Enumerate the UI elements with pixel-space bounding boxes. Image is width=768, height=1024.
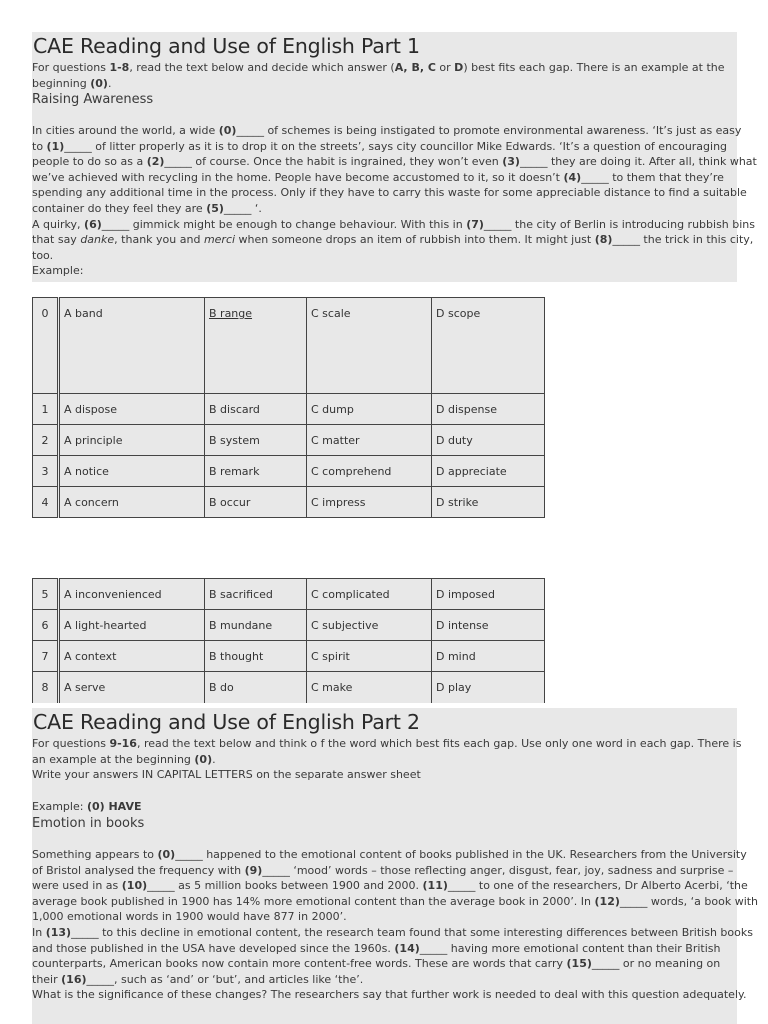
option-b: B remark [205, 456, 307, 487]
question-row [33, 487, 545, 518]
option-c: C spirit [307, 641, 432, 672]
question-row [33, 579, 545, 610]
text-line: spending any additional time in the process. Only if they have to carry this waste for some appreciable distance to find a suitable [32, 186, 747, 200]
question-number: 1 [33, 394, 59, 425]
text-line: Something appears to (0)_____ happened to the emotional content of books published in the UK. Researchers from the University [32, 848, 747, 861]
part2-example: Example: (0) HAVE [32, 800, 142, 813]
question-row [33, 672, 545, 703]
text-line: and those published in the USA have developed since the 1960s. (14)_____ having more emotional content than their British [32, 941, 721, 955]
text-line: that say danke, thank you and merci when someone drops an item of rubbish into them. It might just (8)_____ the trick in this city, [32, 233, 754, 247]
option-c: C impress [307, 487, 432, 518]
option-c: C comprehend [307, 456, 432, 487]
option-b: B occur [205, 487, 307, 518]
part2-heading: Emotion in books [32, 816, 145, 831]
question-row [33, 298, 545, 394]
part2-title: CAE Reading and Use of English Part 2 [33, 710, 420, 734]
text-line: average book published in 1900 has 14% more emotional content than the average book in 2000’. In (12)_____ words, ‘a book with [32, 894, 759, 908]
question-row [33, 425, 545, 456]
question-number: 6 [33, 610, 59, 641]
option-a: A serve [59, 672, 205, 703]
text-line: container do they feel they are (5)_____ ‘. [32, 201, 262, 215]
option-b: B mundane [205, 610, 307, 641]
options-table-1 [32, 297, 545, 518]
text-line: we’ve achieved with recycling in the home. People have become accustomed to it, so it doesn’t (4)_____ to them that they’re [32, 170, 724, 184]
text-line: people to do so as a (2)_____ of course. Once the habit is ingrained, they won’t even (3)_____ they are doing it. After all, think what [32, 155, 757, 169]
option-c: C make [307, 672, 432, 703]
question-row [33, 610, 545, 641]
option-b: B range [205, 298, 307, 394]
option-d: D imposed [432, 579, 545, 610]
text-line: In cities around the world, a wide (0)_____ of schemes is being instigated to promote environmental awareness. ‘It’s just as easy [32, 124, 742, 137]
option-a: A principle [59, 425, 205, 456]
option-d: D dispense [432, 394, 545, 425]
option-c: C subjective [307, 610, 432, 641]
part2-text [32, 847, 759, 1003]
text-line: In (13)_____ to this decline in emotional content, the research team found that some interesting differences between British books [32, 925, 753, 939]
option-d: D appreciate [432, 456, 545, 487]
text-line: their (16)_____, such as ‘and’ or ‘but’, and articles like ‘the’. [32, 972, 364, 986]
option-b: B thought [205, 641, 307, 672]
text-line: to (1)_____ of litter properly as it is to drop it on the streets’, says city councillor Mike Edwards. ‘It’s a question of encouraging [32, 139, 728, 153]
option-b: B sacrificed [205, 579, 307, 610]
text-line: For questions 9-16, read the text below and think o f the word which best fits each gap. Use only one word in each gap. There is [32, 737, 742, 750]
question-number: 5 [33, 579, 59, 610]
text-line: too. [32, 248, 54, 262]
option-c: C scale [307, 298, 432, 394]
question-number: 3 [33, 456, 59, 487]
option-a: A light-hearted [59, 610, 205, 641]
part1-title: CAE Reading and Use of English Part 1 [33, 34, 420, 58]
question-number: 0 [33, 298, 59, 394]
text-line: What is the significance of these changes? The researchers say that further work is needed to deal with this question adequately. [32, 988, 747, 1002]
option-b: B discard [205, 394, 307, 425]
text-line: counterparts, American books now contain more content-free words. These are words that carry (15)_____ or no meaning on [32, 957, 721, 971]
option-d: D strike [432, 487, 545, 518]
text-line: A quirky, (6)_____ gimmick might be enough to change behaviour. With this in (7)_____ the city of Berlin is introducing rubbish bins [32, 217, 756, 231]
text-line: Example: [32, 264, 84, 278]
question-row [33, 394, 545, 425]
option-d: D scope [432, 298, 545, 394]
question-row [33, 456, 545, 487]
text-line: 1,000 emotional words in 1900 would have 877 in 2000’. [32, 910, 347, 924]
option-a: A band [59, 298, 205, 394]
option-b: B system [205, 425, 307, 456]
option-c: C matter [307, 425, 432, 456]
option-a: A dispose [59, 394, 205, 425]
options-table-2 [32, 578, 545, 703]
text-line: an example at the beginning (0). [32, 752, 216, 766]
part2-instructions [32, 736, 742, 783]
option-c: C complicated [307, 579, 432, 610]
question-number: 8 [33, 672, 59, 703]
question-number: 4 [33, 487, 59, 518]
text-line: of Bristol analysed the frequency with (9)_____ ‘mood’ words – those reflecting anger, disgust, fear, joy, sadness and surprise – [32, 863, 734, 877]
option-a: A inconvenienced [59, 579, 205, 610]
option-a: A concern [59, 487, 205, 518]
question-row [33, 641, 545, 672]
option-d: D duty [432, 425, 545, 456]
text-line: Write your answers IN CAPITAL LETTERS on the separate answer sheet [32, 768, 421, 782]
text-line: For questions 1-8, read the text below and decide which answer (A, B, C or D) best fits each gap. There is an example at the [32, 61, 725, 74]
option-c: C dump [307, 394, 432, 425]
part1-text [32, 123, 757, 279]
text-line: beginning (0). [32, 76, 112, 90]
question-number: 7 [33, 641, 59, 672]
option-b: B do [205, 672, 307, 703]
option-d: D mind [432, 641, 545, 672]
option-d: D intense [432, 610, 545, 641]
question-number: 2 [33, 425, 59, 456]
part1-heading: Raising Awareness [32, 92, 154, 107]
option-d: D play [432, 672, 545, 703]
option-a: A context [59, 641, 205, 672]
text-line: were used in as (10)_____ as 5 million books between 1900 and 2000. (11)_____ to one of the researchers, Dr Alberto Acerbi, ‘the [32, 879, 748, 893]
part1-instructions [32, 60, 737, 91]
option-a: A notice [59, 456, 205, 487]
